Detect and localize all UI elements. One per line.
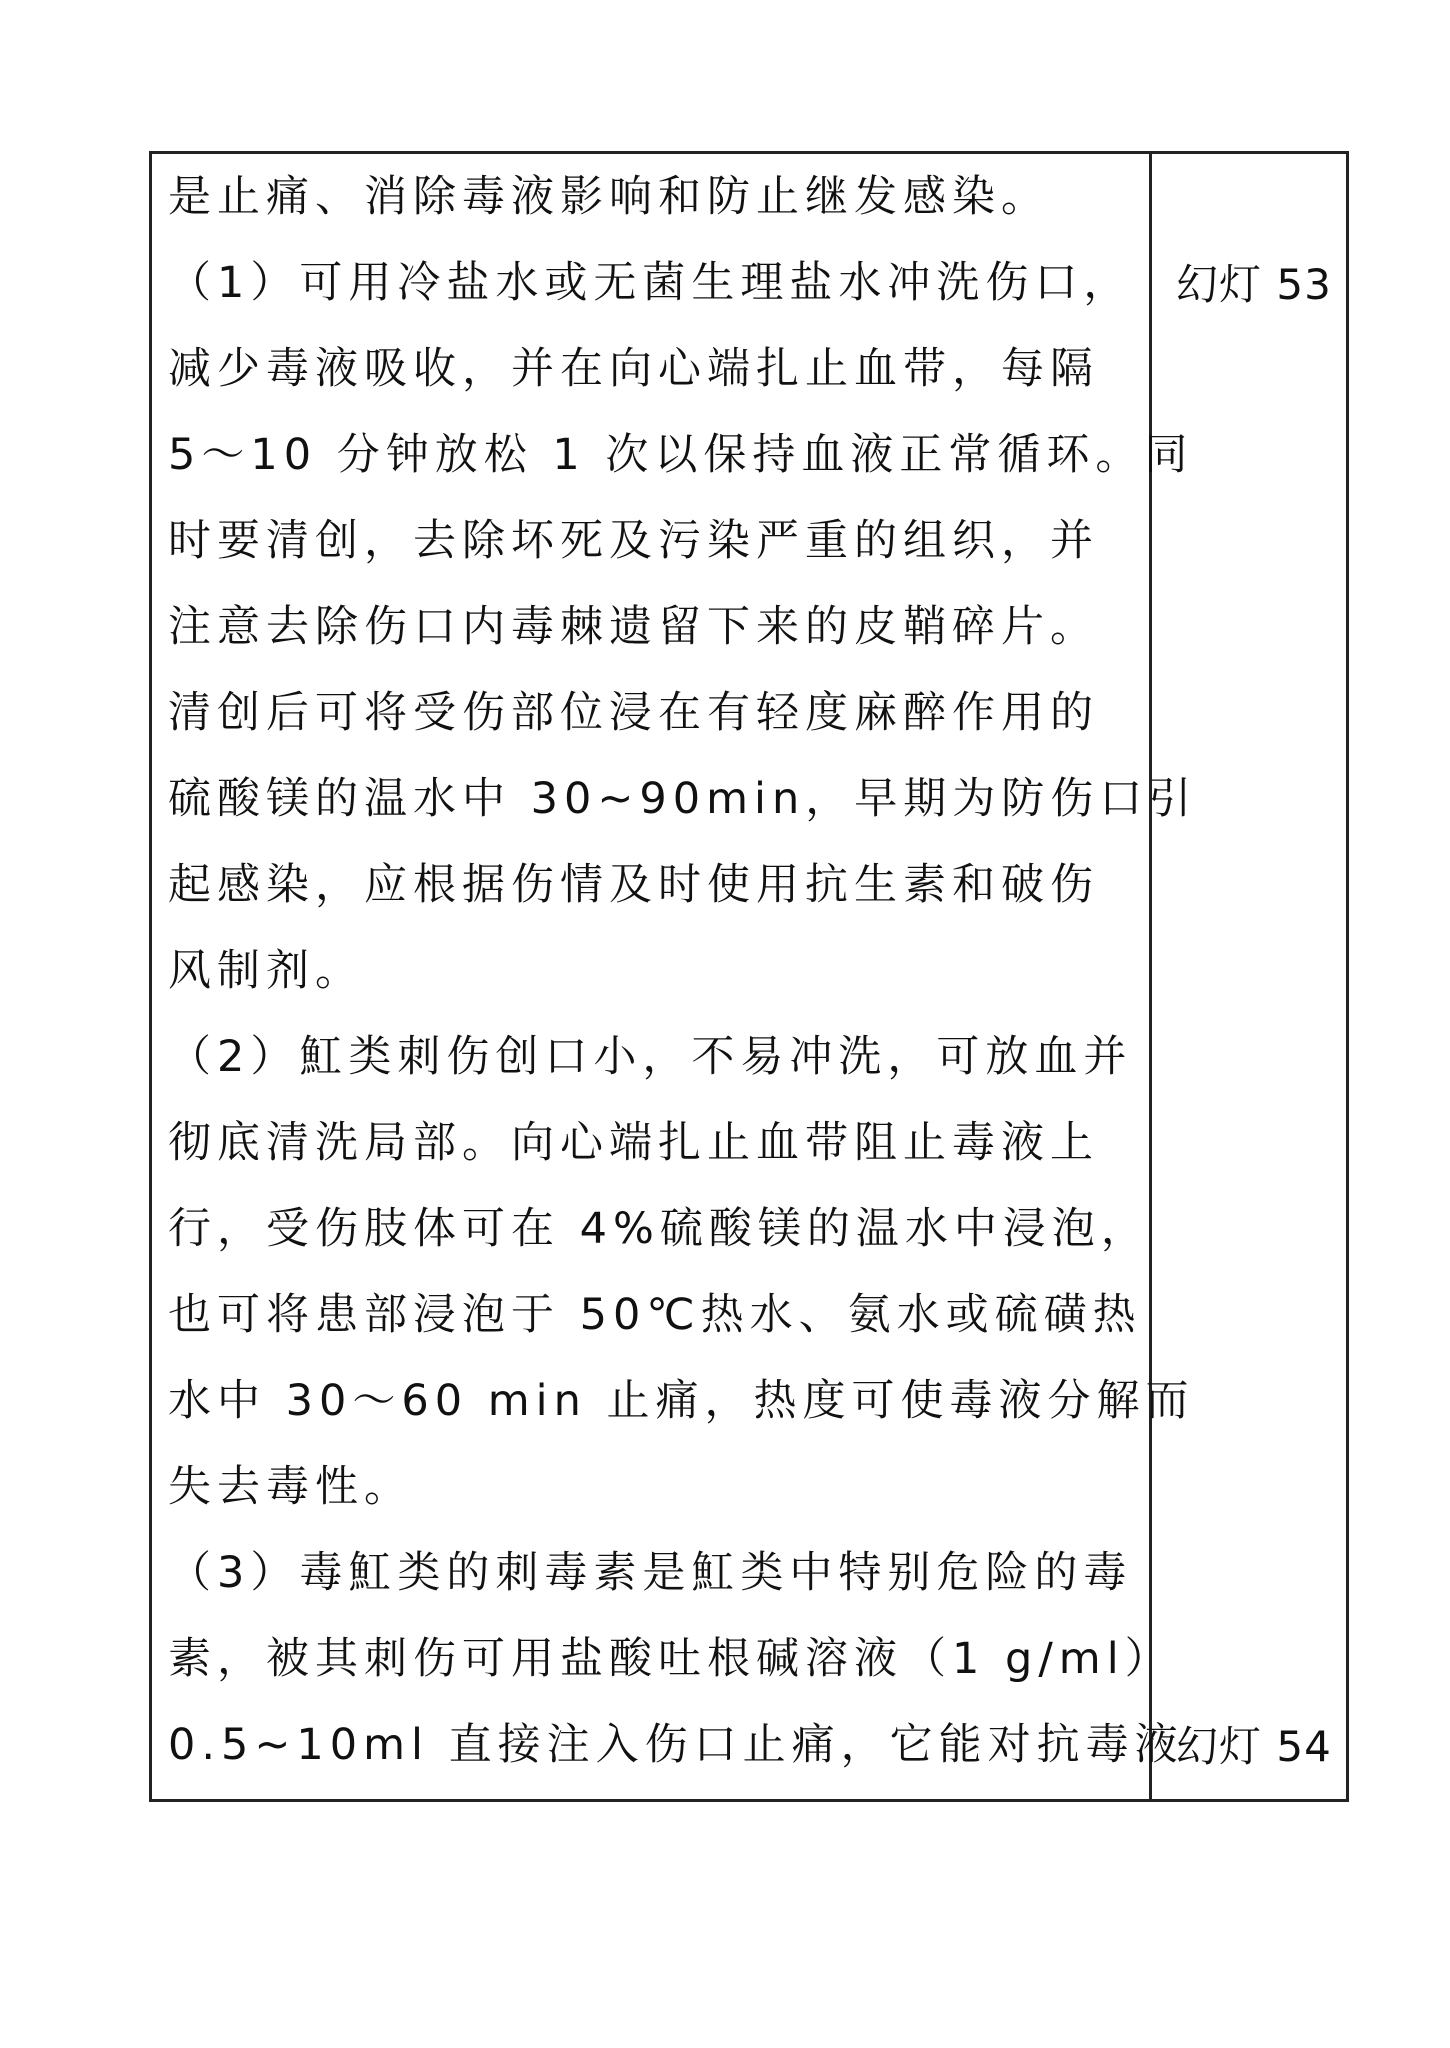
text-line: 硫酸镁的温水中 30~90min，早期为防伤口引 bbox=[168, 774, 1198, 824]
text-line: 起感染，应根据伤情及时使用抗生素和破伤 bbox=[168, 860, 1099, 910]
slide-label-54: 幻灯 54 bbox=[1176, 1722, 1332, 1771]
text-line: 失去毒性。 bbox=[168, 1462, 413, 1512]
text-line: 减少毒液吸收，并在向心端扎止血带，每隔 bbox=[168, 344, 1099, 394]
text-column bbox=[152, 154, 1198, 1799]
text-line: 0.5~10ml 直接注入伤口止痛，它能对抗毒液 bbox=[168, 1720, 1184, 1770]
text-line: 行，受伤肢体可在 4%硫酸镁的温水中浸泡， bbox=[168, 1204, 1150, 1254]
text-line: 风制剂。 bbox=[168, 946, 364, 996]
text-line: 是止痛、消除毒液影响和防止继发感染。 bbox=[168, 172, 1050, 222]
text-line: 时要清创，去除坏死及污染严重的组织，并 bbox=[168, 516, 1099, 566]
text-line: 水中 30～60 min 止痛，热度可使毒液分解而 bbox=[168, 1376, 1195, 1426]
content-table bbox=[149, 151, 1349, 1802]
text-line: （2）魟类刺伤创口小，不易冲洗，可放血并 bbox=[168, 1032, 1133, 1082]
slide-label-53: 幻灯 53 bbox=[1176, 260, 1332, 309]
text-line: 也可将患部浸泡于 50℃热水、氨水或硫磺热 bbox=[168, 1290, 1142, 1340]
text-line: 彻底清洗局部。向心端扎止血带阻止毒液上 bbox=[168, 1118, 1099, 1168]
text-line: 注意去除伤口内毒棘遗留下来的皮鞘碎片。 bbox=[168, 602, 1099, 652]
text-line: 清创后可将受伤部位浸在有轻度麻醉作用的 bbox=[168, 688, 1099, 738]
text-line: （3）毒魟类的刺毒素是魟类中特别危险的毒 bbox=[168, 1548, 1133, 1598]
text-line: （1）可用冷盐水或无菌生理盐水冲洗伤口， bbox=[168, 258, 1133, 308]
text-line: 素，被其刺伤可用盐酸吐根碱溶液（1 g/ml） bbox=[168, 1634, 1174, 1684]
slide-column bbox=[1152, 154, 1346, 1799]
text-line: 5～10 分钟放松 1 次以保持血液正常循环。同 bbox=[168, 430, 1194, 480]
